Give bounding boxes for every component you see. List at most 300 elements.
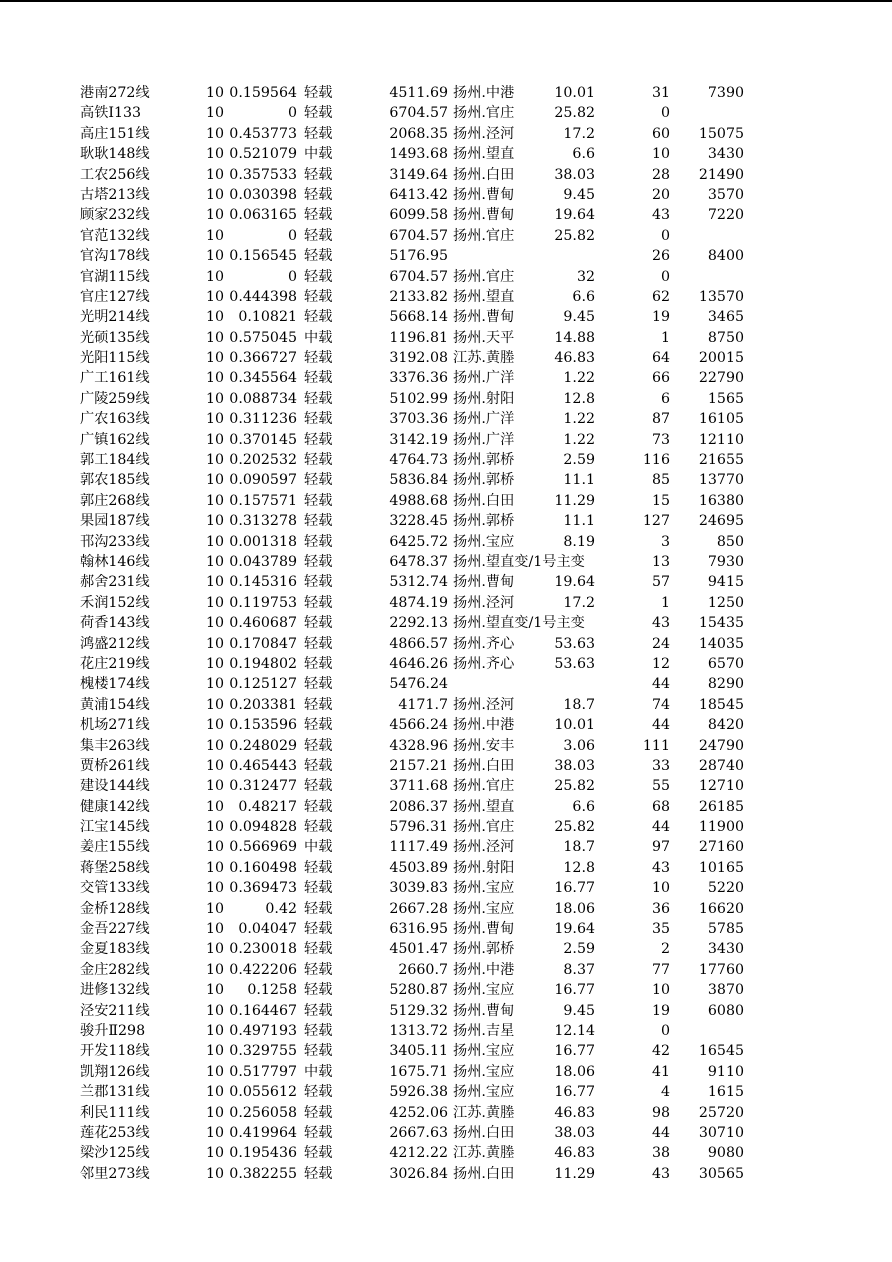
line-name-cell: 贾桥261线 bbox=[80, 757, 150, 774]
capacity-margin-cell: 5312.74 bbox=[389, 574, 448, 591]
voltage-cell: 10 bbox=[205, 594, 224, 611]
capacity-margin-cell: 6478.37 bbox=[389, 553, 448, 570]
load-status-cell: 轻载 bbox=[304, 268, 333, 285]
substation-cell: 扬州.官庄 bbox=[453, 227, 515, 244]
load-rate-cell: 0.256058 bbox=[229, 1104, 297, 1121]
line-name-cell: 广工161线 bbox=[80, 370, 150, 387]
capacity-cell: 8420 bbox=[707, 717, 744, 734]
user-count-cell: 26 bbox=[651, 248, 670, 265]
load-status-cell: 轻载 bbox=[304, 594, 333, 611]
voltage-cell: 10 bbox=[205, 1124, 224, 1141]
voltage-cell: 10 bbox=[205, 146, 224, 163]
substation-cell: 扬州.白田 bbox=[453, 492, 515, 509]
voltage-cell: 10 bbox=[205, 757, 224, 774]
table-row bbox=[0, 756, 892, 776]
substation-cell: 扬州.泾河 bbox=[453, 125, 515, 142]
capacity-margin-cell: 4171.7 bbox=[398, 696, 448, 713]
line-name-cell: 姜庄155线 bbox=[80, 839, 150, 856]
capacity-margin-cell: 4874.19 bbox=[389, 594, 448, 611]
substation-cell: 扬州.白田 bbox=[453, 757, 515, 774]
load-rate-cell: 0.001318 bbox=[229, 533, 297, 550]
capacity-cell: 27160 bbox=[698, 839, 744, 856]
capacity-cell: 16545 bbox=[698, 1043, 744, 1060]
capacity-margin-cell: 2667.63 bbox=[389, 1124, 448, 1141]
voltage-cell: 10 bbox=[205, 350, 224, 367]
table-row bbox=[0, 511, 892, 531]
substation-cell: 扬州.宝应 bbox=[453, 900, 515, 917]
load-status-cell: 轻载 bbox=[304, 227, 333, 244]
distance-cell: 12.14 bbox=[554, 1022, 595, 1039]
line-name-cell: 耿耿148线 bbox=[80, 146, 150, 163]
user-count-cell: 4 bbox=[660, 1084, 670, 1101]
substation-cell: 扬州.中港 bbox=[453, 717, 515, 734]
capacity-cell: 13770 bbox=[698, 472, 744, 489]
capacity-margin-cell: 5796.31 bbox=[389, 819, 448, 836]
capacity-margin-cell: 2292.13 bbox=[389, 615, 448, 632]
table-row bbox=[0, 837, 892, 857]
load-status-cell: 轻载 bbox=[304, 737, 333, 754]
line-name-cell: 金吾227线 bbox=[80, 921, 150, 938]
table-row bbox=[0, 695, 892, 715]
load-status-cell: 轻载 bbox=[304, 819, 333, 836]
distance-cell: 25.82 bbox=[554, 105, 595, 122]
voltage-cell: 10 bbox=[205, 533, 224, 550]
load-status-cell: 轻载 bbox=[304, 411, 333, 428]
user-count-cell: 24 bbox=[651, 635, 670, 652]
capacity-margin-cell: 6704.57 bbox=[389, 105, 448, 122]
substation-cell: 扬州.安丰 bbox=[453, 737, 515, 754]
user-count-cell: 28 bbox=[651, 166, 670, 183]
user-count-cell: 116 bbox=[642, 452, 670, 469]
load-rate-cell: 0 bbox=[287, 268, 297, 285]
substation-cell: 扬州.郭桥 bbox=[453, 513, 515, 530]
capacity-margin-cell: 2660.7 bbox=[398, 961, 448, 978]
capacity-margin-cell: 2667.28 bbox=[389, 900, 448, 917]
voltage-cell: 10 bbox=[205, 1104, 224, 1121]
user-count-cell: 77 bbox=[651, 961, 670, 978]
load-status-cell: 轻载 bbox=[304, 717, 333, 734]
load-status-cell: 轻载 bbox=[304, 1104, 333, 1121]
voltage-cell: 10 bbox=[205, 1002, 224, 1019]
line-name-cell: 港南272线 bbox=[80, 85, 150, 101]
distance-cell: 10.01 bbox=[554, 85, 595, 101]
voltage-cell: 10 bbox=[205, 778, 224, 795]
line-name-cell: 顾家232线 bbox=[80, 207, 150, 224]
line-name-cell: 禾润152线 bbox=[80, 594, 150, 611]
load-rate-cell: 0.202532 bbox=[229, 452, 297, 469]
capacity-cell: 21655 bbox=[698, 452, 744, 469]
distance-cell: 25.82 bbox=[554, 819, 595, 836]
load-status-cell: 轻载 bbox=[304, 431, 333, 448]
capacity-margin-cell: 2133.82 bbox=[389, 288, 448, 305]
distance-cell: 16.77 bbox=[554, 1043, 595, 1060]
load-status-cell: 轻载 bbox=[304, 85, 333, 101]
table-row bbox=[0, 307, 892, 327]
capacity-cell: 8400 bbox=[707, 248, 744, 265]
line-name-cell: 金夏183线 bbox=[80, 941, 150, 958]
capacity-margin-cell: 6413.42 bbox=[389, 186, 448, 203]
capacity-cell: 30565 bbox=[698, 1165, 744, 1182]
user-count-cell: 10 bbox=[651, 982, 670, 999]
distance-cell: 18.7 bbox=[563, 839, 595, 856]
load-rate-cell: 0.10821 bbox=[238, 309, 297, 326]
table-row bbox=[0, 1082, 892, 1102]
user-count-cell: 19 bbox=[651, 1002, 670, 1019]
capacity-margin-cell: 2068.35 bbox=[389, 125, 448, 142]
voltage-cell: 10 bbox=[205, 125, 224, 142]
capacity-cell: 17760 bbox=[698, 961, 744, 978]
table-row bbox=[0, 960, 892, 980]
distance-cell: 9.45 bbox=[563, 186, 595, 203]
load-rate-cell: 0.521079 bbox=[229, 146, 297, 163]
line-name-cell: 高铁Ⅰ133 bbox=[80, 105, 142, 122]
line-name-cell: 邗沟233线 bbox=[80, 533, 150, 550]
capacity-cell: 14035 bbox=[698, 635, 744, 652]
line-name-cell: 泾安211线 bbox=[80, 1002, 150, 1019]
distance-cell: 32 bbox=[576, 268, 595, 285]
user-count-cell: 42 bbox=[651, 1043, 670, 1060]
capacity-margin-cell: 4511.69 bbox=[389, 85, 448, 101]
load-status-cell: 中载 bbox=[304, 329, 333, 346]
voltage-cell: 10 bbox=[205, 268, 224, 285]
load-rate-cell: 0.1258 bbox=[247, 982, 297, 999]
table-row bbox=[0, 1164, 892, 1184]
voltage-cell: 10 bbox=[205, 737, 224, 754]
load-status-cell: 轻载 bbox=[304, 676, 333, 693]
load-status-cell: 轻载 bbox=[304, 1002, 333, 1019]
voltage-cell: 10 bbox=[205, 186, 224, 203]
load-status-cell: 轻载 bbox=[304, 533, 333, 550]
load-rate-cell: 0.497193 bbox=[229, 1022, 297, 1039]
user-count-cell: 35 bbox=[651, 921, 670, 938]
capacity-cell: 9110 bbox=[707, 1063, 744, 1080]
table-row bbox=[0, 1062, 892, 1082]
capacity-margin-cell: 6704.57 bbox=[389, 268, 448, 285]
capacity-cell: 9415 bbox=[707, 574, 744, 591]
capacity-margin-cell: 1313.72 bbox=[389, 1022, 448, 1039]
table-row bbox=[0, 797, 892, 817]
user-count-cell: 44 bbox=[651, 717, 670, 734]
capacity-cell: 12110 bbox=[698, 431, 744, 448]
line-name-cell: 集丰263线 bbox=[80, 737, 150, 754]
line-name-cell: 邻里273线 bbox=[80, 1165, 150, 1182]
substation-cell: 扬州.泾河 bbox=[453, 594, 515, 611]
load-status-cell: 轻载 bbox=[304, 900, 333, 917]
capacity-cell: 5785 bbox=[707, 921, 744, 938]
line-name-cell: 翰林146线 bbox=[80, 553, 150, 570]
capacity-cell: 26185 bbox=[698, 798, 744, 815]
distance-cell: 6.6 bbox=[572, 146, 595, 163]
capacity-margin-cell: 4566.24 bbox=[389, 717, 448, 734]
load-status-cell: 中载 bbox=[304, 1063, 333, 1080]
substation-cell: 江苏.黄塍 bbox=[453, 1104, 515, 1121]
capacity-margin-cell: 3376.36 bbox=[389, 370, 448, 387]
substation-cell: 扬州.官庄 bbox=[453, 778, 515, 795]
capacity-margin-cell: 4646.26 bbox=[389, 655, 448, 672]
capacity-margin-cell: 6425.72 bbox=[389, 533, 448, 550]
capacity-cell: 13570 bbox=[698, 288, 744, 305]
distance-cell: 16.77 bbox=[554, 1084, 595, 1101]
distance-cell: 3.06 bbox=[563, 737, 595, 754]
user-count-cell: 38 bbox=[651, 1145, 670, 1162]
distance-cell: 9.45 bbox=[563, 1002, 595, 1019]
load-rate-cell: 0.156545 bbox=[229, 248, 297, 265]
capacity-cell: 8290 bbox=[707, 676, 744, 693]
substation-cell: 扬州.广洋 bbox=[453, 411, 515, 428]
load-rate-cell: 0.164467 bbox=[229, 1002, 297, 1019]
capacity-margin-cell: 3228.45 bbox=[389, 513, 448, 530]
load-status-cell: 轻载 bbox=[304, 778, 333, 795]
load-status-cell: 轻载 bbox=[304, 615, 333, 632]
substation-cell: 扬州.曹甸 bbox=[453, 1002, 515, 1019]
table-row bbox=[0, 246, 892, 266]
load-rate-cell: 0.125127 bbox=[229, 676, 297, 693]
substation-cell: 扬州.天平 bbox=[453, 329, 515, 346]
table-row bbox=[0, 409, 892, 429]
voltage-cell: 10 bbox=[205, 717, 224, 734]
line-name-cell: 光阳115线 bbox=[80, 350, 150, 367]
voltage-cell: 10 bbox=[205, 941, 224, 958]
substation-cell: 扬州.宝应 bbox=[453, 1084, 515, 1101]
distance-cell: 1.22 bbox=[563, 431, 595, 448]
substation-cell: 扬州.望直 bbox=[453, 288, 515, 305]
table-row bbox=[0, 287, 892, 307]
capacity-margin-cell: 3142.19 bbox=[389, 431, 448, 448]
capacity-cell: 3430 bbox=[707, 941, 744, 958]
capacity-margin-cell: 2086.37 bbox=[389, 798, 448, 815]
user-count-cell: 0 bbox=[660, 268, 670, 285]
table-row bbox=[0, 1001, 892, 1021]
capacity-margin-cell: 3192.08 bbox=[389, 350, 448, 367]
substation-cell: 扬州.广洋 bbox=[453, 431, 515, 448]
load-rate-cell: 0.460687 bbox=[229, 615, 297, 632]
voltage-cell: 10 bbox=[205, 655, 224, 672]
substation-cell: 扬州.郭桥 bbox=[453, 472, 515, 489]
load-rate-cell: 0.159564 bbox=[229, 85, 297, 101]
table-row bbox=[0, 1041, 892, 1061]
load-rate-cell: 0.369473 bbox=[229, 880, 297, 897]
capacity-cell: 6570 bbox=[707, 655, 744, 672]
line-name-cell: 郭农185线 bbox=[80, 472, 150, 489]
load-status-cell: 轻载 bbox=[304, 350, 333, 367]
user-count-cell: 44 bbox=[651, 676, 670, 693]
capacity-cell: 6080 bbox=[707, 1002, 744, 1019]
distance-cell: 6.6 bbox=[572, 288, 595, 305]
load-status-cell: 轻载 bbox=[304, 492, 333, 509]
user-count-cell: 43 bbox=[651, 207, 670, 224]
distance-cell: 19.64 bbox=[554, 574, 595, 591]
substation-cell: 扬州.官庄 bbox=[453, 819, 515, 836]
capacity-margin-cell: 4501.47 bbox=[389, 941, 448, 958]
user-count-cell: 2 bbox=[660, 941, 670, 958]
line-name-cell: 健康142线 bbox=[80, 798, 150, 815]
capacity-cell: 7220 bbox=[707, 207, 744, 224]
distance-cell: 18.7 bbox=[563, 696, 595, 713]
table-row bbox=[0, 532, 892, 552]
line-name-cell: 金桥128线 bbox=[80, 900, 150, 917]
load-status-cell: 轻载 bbox=[304, 574, 333, 591]
table-row bbox=[0, 368, 892, 388]
load-status-cell: 轻载 bbox=[304, 553, 333, 570]
table-row bbox=[0, 939, 892, 959]
table-row bbox=[0, 919, 892, 939]
capacity-cell: 20015 bbox=[698, 350, 744, 367]
capacity-cell: 24790 bbox=[698, 737, 744, 754]
load-rate-cell: 0.566969 bbox=[229, 839, 297, 856]
line-name-cell: 光明214线 bbox=[80, 309, 150, 326]
distance-cell: 2.59 bbox=[563, 452, 595, 469]
capacity-cell: 18545 bbox=[698, 696, 744, 713]
capacity-margin-cell: 4212.22 bbox=[389, 1145, 448, 1162]
voltage-cell: 10 bbox=[205, 1063, 224, 1080]
substation-cell: 扬州.射阳 bbox=[453, 390, 515, 407]
voltage-cell: 10 bbox=[205, 227, 224, 244]
distance-cell: 46.83 bbox=[554, 1104, 595, 1121]
user-count-cell: 33 bbox=[651, 757, 670, 774]
voltage-cell: 10 bbox=[205, 431, 224, 448]
table-row bbox=[0, 980, 892, 1000]
voltage-cell: 10 bbox=[205, 370, 224, 387]
voltage-cell: 10 bbox=[205, 1145, 224, 1162]
capacity-cell: 25720 bbox=[698, 1104, 744, 1121]
line-name-cell: 凯翔126线 bbox=[80, 1063, 150, 1080]
load-status-cell: 轻载 bbox=[304, 309, 333, 326]
distance-cell: 8.37 bbox=[563, 961, 595, 978]
line-name-cell: 广农163线 bbox=[80, 411, 150, 428]
distance-cell: 6.6 bbox=[572, 798, 595, 815]
substation-cell: 扬州.白田 bbox=[453, 1124, 515, 1141]
substation-cell: 扬州.射阳 bbox=[453, 859, 515, 876]
load-status-cell: 轻载 bbox=[304, 452, 333, 469]
user-count-cell: 43 bbox=[651, 1165, 670, 1182]
line-name-cell: 广陵259线 bbox=[80, 390, 150, 407]
capacity-cell: 9080 bbox=[707, 1145, 744, 1162]
capacity-margin-cell: 3703.36 bbox=[389, 411, 448, 428]
user-count-cell: 6 bbox=[660, 390, 670, 407]
table-row bbox=[0, 450, 892, 470]
capacity-margin-cell: 1493.68 bbox=[389, 146, 448, 163]
distance-cell: 1.22 bbox=[563, 411, 595, 428]
line-name-cell: 果园187线 bbox=[80, 513, 150, 530]
substation-cell: 扬州.宝应 bbox=[453, 1063, 515, 1080]
voltage-cell: 10 bbox=[205, 390, 224, 407]
capacity-margin-cell: 5836.84 bbox=[389, 472, 448, 489]
load-rate-cell: 0.517797 bbox=[229, 1063, 297, 1080]
load-rate-cell: 0.42 bbox=[265, 900, 297, 917]
line-name-cell: 郭庄268线 bbox=[80, 492, 150, 509]
line-name-cell: 江宝145线 bbox=[80, 819, 150, 836]
load-status-cell: 轻载 bbox=[304, 921, 333, 938]
voltage-cell: 10 bbox=[205, 1022, 224, 1039]
substation-cell: 扬州.曹甸 bbox=[453, 309, 515, 326]
voltage-cell: 10 bbox=[205, 513, 224, 530]
capacity-cell: 8750 bbox=[707, 329, 744, 346]
line-name-cell: 荷香143线 bbox=[80, 615, 150, 632]
voltage-cell: 10 bbox=[205, 574, 224, 591]
distance-cell: 17.2 bbox=[563, 594, 595, 611]
load-rate-cell: 0.444398 bbox=[229, 288, 297, 305]
user-count-cell: 20 bbox=[651, 186, 670, 203]
line-name-cell: 梁沙125线 bbox=[80, 1145, 150, 1162]
user-count-cell: 43 bbox=[651, 859, 670, 876]
capacity-margin-cell: 5176.95 bbox=[389, 248, 448, 265]
table-row bbox=[0, 613, 892, 633]
substation-cell: 扬州.望直 bbox=[453, 146, 515, 163]
capacity-margin-cell: 5668.14 bbox=[389, 309, 448, 326]
load-rate-cell: 0.366727 bbox=[229, 350, 297, 367]
line-name-cell: 莲花253线 bbox=[80, 1124, 150, 1141]
capacity-margin-cell: 5102.99 bbox=[389, 390, 448, 407]
table-row bbox=[0, 674, 892, 694]
voltage-cell: 10 bbox=[205, 85, 224, 101]
line-name-cell: 官湖115线 bbox=[80, 268, 150, 285]
user-count-cell: 0 bbox=[660, 1022, 670, 1039]
distance-cell: 8.19 bbox=[563, 533, 595, 550]
voltage-cell: 10 bbox=[205, 696, 224, 713]
load-rate-cell: 0.055612 bbox=[229, 1084, 297, 1101]
capacity-cell: 30710 bbox=[698, 1124, 744, 1141]
distance-cell: 11.29 bbox=[554, 1165, 595, 1182]
user-count-cell: 98 bbox=[651, 1104, 670, 1121]
capacity-cell: 850 bbox=[716, 533, 744, 550]
table-row bbox=[0, 1103, 892, 1123]
line-name-cell: 利民111线 bbox=[80, 1104, 150, 1121]
substation-cell: 扬州.广洋 bbox=[453, 370, 515, 387]
distance-cell: 16.77 bbox=[554, 880, 595, 897]
user-count-cell: 15 bbox=[651, 492, 670, 509]
load-rate-cell: 0.370145 bbox=[229, 431, 297, 448]
voltage-cell: 10 bbox=[205, 166, 224, 183]
table-row bbox=[0, 1143, 892, 1163]
capacity-cell: 16380 bbox=[698, 492, 744, 509]
voltage-cell: 10 bbox=[205, 859, 224, 876]
substation-cell: 扬州.泾河 bbox=[453, 696, 515, 713]
user-count-cell: 44 bbox=[651, 1124, 670, 1141]
voltage-cell: 10 bbox=[205, 309, 224, 326]
voltage-cell: 10 bbox=[205, 288, 224, 305]
capacity-cell: 7930 bbox=[707, 553, 744, 570]
substation-cell: 扬州.郭桥 bbox=[453, 941, 515, 958]
capacity-margin-cell: 1196.81 bbox=[389, 329, 448, 346]
table-row bbox=[0, 205, 892, 225]
voltage-cell: 10 bbox=[205, 329, 224, 346]
load-rate-cell: 0.422206 bbox=[229, 961, 297, 978]
distance-cell: 38.03 bbox=[554, 166, 595, 183]
load-rate-cell: 0.311236 bbox=[229, 411, 297, 428]
capacity-cell: 5220 bbox=[707, 880, 744, 897]
distance-cell: 46.83 bbox=[554, 350, 595, 367]
substation-cell: 扬州.望直变/1号主变 bbox=[453, 553, 585, 570]
user-count-cell: 111 bbox=[642, 737, 670, 754]
user-count-cell: 73 bbox=[651, 431, 670, 448]
substation-cell: 扬州.宝应 bbox=[453, 533, 515, 550]
load-rate-cell: 0.170847 bbox=[229, 635, 297, 652]
distance-cell: 10.01 bbox=[554, 717, 595, 734]
table-row bbox=[0, 634, 892, 654]
distance-cell: 1.22 bbox=[563, 370, 595, 387]
substation-cell: 扬州.曹甸 bbox=[453, 186, 515, 203]
capacity-cell: 11900 bbox=[698, 819, 744, 836]
load-status-cell: 轻载 bbox=[304, 248, 333, 265]
load-rate-cell: 0.419964 bbox=[229, 1124, 297, 1141]
load-status-cell: 轻载 bbox=[304, 166, 333, 183]
load-rate-cell: 0.575045 bbox=[229, 329, 297, 346]
load-status-cell: 轻载 bbox=[304, 207, 333, 224]
load-status-cell: 轻载 bbox=[304, 186, 333, 203]
distance-cell: 19.64 bbox=[554, 207, 595, 224]
line-name-cell: 蒋堡258线 bbox=[80, 859, 150, 876]
table-row bbox=[0, 776, 892, 796]
